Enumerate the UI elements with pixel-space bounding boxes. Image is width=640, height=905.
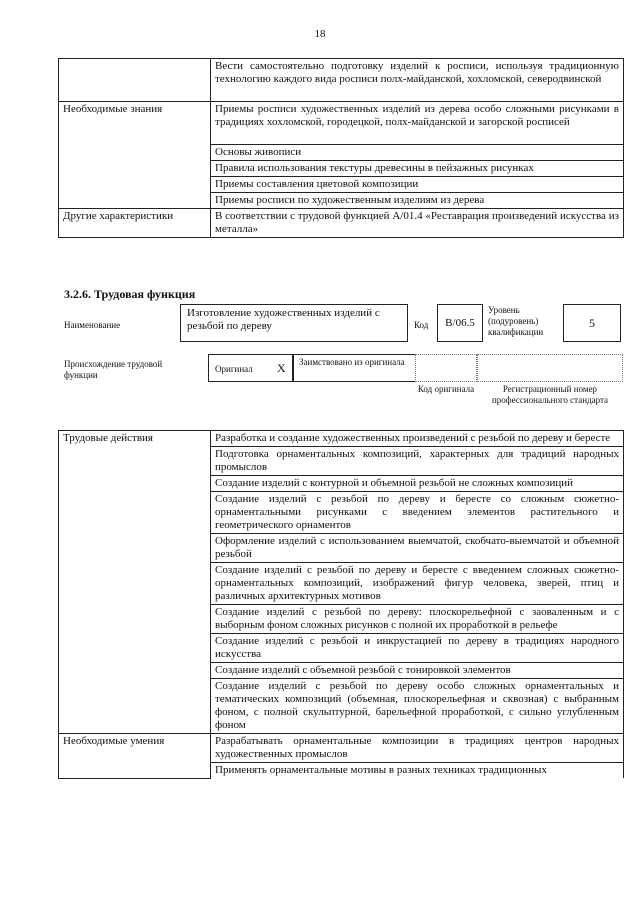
- row-item: Разработка и создание художественных произведений с резьбой по дереву и бересте: [211, 431, 624, 447]
- row-item: Создание изделий с объемной резьбой с тонировкой элементов: [211, 663, 624, 679]
- original-code-cell: [415, 354, 477, 382]
- row-item: В соответствии с трудовой функцией А/01.4 «Реставрация произведений искусства из металла»: [211, 209, 624, 238]
- row-item: Создание изделий с резьбой и инкрустацией по дереву в традициях народного искусства: [211, 634, 624, 663]
- original-mark: X: [277, 361, 286, 375]
- row-item: Вести самостоятельно подготовку изделий к росписи, используя традиционную технологию каждого вида росписи полх-майданской, хохломской, северодвинской: [211, 59, 624, 102]
- row-item: Приемы составления цветовой композиции: [211, 177, 624, 193]
- table-row: [59, 431, 624, 447]
- original-box: [208, 354, 293, 382]
- page-number: 18: [314, 28, 326, 40]
- name-label: Наименование: [64, 320, 121, 330]
- row-item: Создание изделий с резьбой по дереву и бересте с введением сложных сюжетно-орнаментальных композиций, изображений фигур человека, зверей, птиц и различных архитектурных мотивов: [211, 563, 624, 605]
- original-label: Оригинал: [215, 364, 253, 374]
- caption-registration-number: Регистрационный номер профессионального стандарта: [491, 384, 609, 405]
- table-row: [59, 59, 624, 102]
- level-value-box: 5: [563, 304, 621, 342]
- top-requirements-table: [58, 58, 624, 238]
- section-heading: 3.2.6. Трудовая функция: [64, 287, 196, 301]
- code-label: Код: [414, 320, 429, 330]
- level-label: Уровень (подуровень) квалификации: [488, 305, 544, 337]
- row-item: Подготовка орнаментальных композиций, характерных для традиций народных промыслов: [211, 447, 624, 476]
- row-label: Необходимые умения: [59, 734, 211, 779]
- row-item: Приемы росписи по художественным изделиям из дерева: [211, 193, 624, 209]
- code-value-box: B/06.5: [437, 304, 483, 342]
- labor-actions-table: [58, 430, 624, 779]
- registration-number-cell: [477, 354, 623, 382]
- borrowed-box: [293, 354, 415, 382]
- row-item: Основы живописи: [211, 145, 624, 161]
- caption-original-code: Код оригинала: [417, 384, 475, 394]
- function-name-box: Изготовление художественных изделий с резьбой по дереву: [180, 304, 408, 342]
- table-row: [59, 102, 624, 145]
- table-row: [59, 209, 624, 238]
- table-row: [59, 734, 624, 763]
- row-item: Применять орнаментальные мотивы в разных техниках традиционных: [211, 763, 624, 779]
- row-label: Другие характеристики: [59, 209, 211, 238]
- row-label: [59, 59, 211, 102]
- borrowed-label: Заимствовано из оригинала: [299, 357, 405, 367]
- row-item: Создание изделий с резьбой по дереву особо сложных орнаментальных и тематических композиций (объемная, плоскорельефная и сквозная) с выбранным фоном, с полной скульптурной, барельефной проработкой, с сильно углубленным фоном: [211, 679, 624, 734]
- row-item: Разрабатывать орнаментальные композиции в традициях центров народных художественных промыслов: [211, 734, 624, 763]
- row-item: Создание изделий с резьбой по дереву: плоскорельефной с заоваленным и с выборным фоном сложных рисунков с полной их проработкой в рельефе: [211, 605, 624, 634]
- row-item: Приемы росписи художественных изделий из дерева особо сложными рисунками в традициях хохломской, городецкой, полх-майданской и загорской росписей: [211, 102, 624, 145]
- origin-label: Происхождение трудовой функции: [64, 359, 163, 380]
- row-item: Создание изделий с резьбой по дереву и бересте со сложным сюжетно-орнаментальными рисунками с введением элементов растительного и геометрического орнаментов: [211, 492, 624, 534]
- row-label: Необходимые знания: [59, 102, 211, 209]
- row-item: Оформление изделий с использованием выемчатой, скобчато-выемчатой и объемной резьбой: [211, 534, 624, 563]
- row-item: Создание изделий с контурной и объемной резьбой не сложных композиций: [211, 476, 624, 492]
- row-label: Трудовые действия: [59, 431, 211, 734]
- row-item: Правила использования текстуры древесины в пейзажных рисунках: [211, 161, 624, 177]
